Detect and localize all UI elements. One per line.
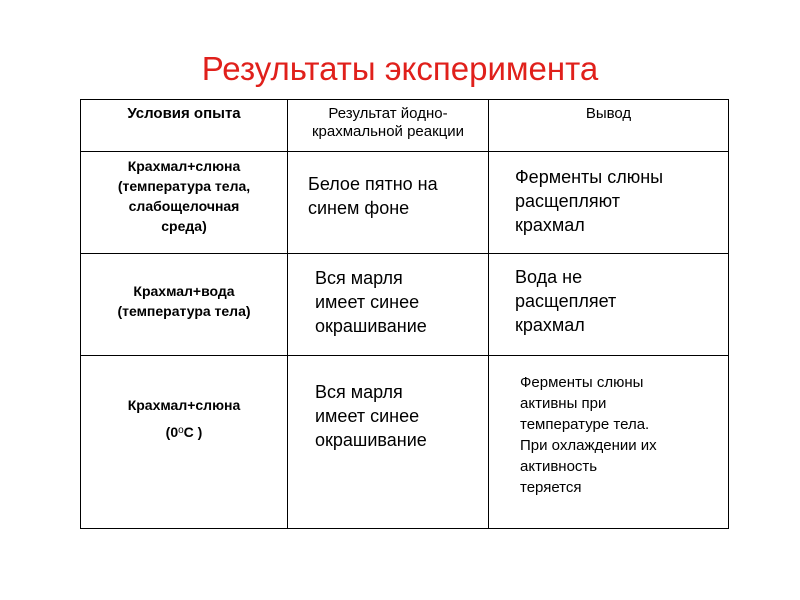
condition-line: среда) [161, 218, 207, 234]
table-row [81, 356, 729, 529]
header-conditions-cell [81, 100, 288, 152]
condition-line: слабощелочная [128, 198, 240, 214]
header-result-line: Результат йодно- [328, 105, 448, 122]
conclusion-cell [489, 152, 729, 254]
table-row [81, 254, 729, 356]
condition-line: Крахмал+слюна [127, 397, 241, 413]
header-result-cell [288, 100, 489, 152]
conclusion-line: активность [520, 458, 598, 475]
header-result-line: крахмальной реакции [311, 123, 465, 140]
conclusion-line: Ферменты слюны [515, 167, 664, 187]
header-result [288, 100, 488, 141]
table-header-row [81, 100, 729, 152]
result-line: имеет синее [315, 406, 420, 426]
condition-cell [81, 254, 288, 356]
result-line: Вся марля [315, 382, 403, 402]
condition-temperature [81, 421, 287, 442]
temp-open: (0 [165, 424, 179, 440]
conclusion-line: Ферменты слюны [520, 374, 644, 391]
header-conclusion-cell [489, 100, 729, 152]
condition-line: (температура тела) [117, 303, 251, 319]
table-row [81, 152, 729, 254]
result-cell [288, 254, 489, 356]
result-cell [288, 356, 489, 529]
results-table [80, 99, 729, 529]
page-title: Результаты эксперимента [201, 50, 599, 87]
condition-cell [81, 152, 288, 254]
conclusion-line: крахмал [515, 315, 585, 335]
conclusion-line: Вода не [515, 267, 583, 287]
result-line: окрашивание [315, 316, 427, 336]
conclusion-line: активны при [520, 395, 607, 412]
result-line: синем фоне [308, 198, 410, 218]
conclusion-line: температуре тела. [520, 416, 650, 433]
result-cell [288, 152, 489, 254]
condition-cell [81, 356, 288, 529]
result-line: Белое пятно на [308, 174, 438, 194]
temp-close: С ) [183, 424, 203, 440]
conclusion-cell [489, 254, 729, 356]
result-line: Вся марля [315, 268, 403, 288]
condition-line: Крахмал+слюна [127, 158, 241, 174]
result-line: имеет синее [315, 292, 420, 312]
header-conditions: Условия опыта [127, 105, 241, 122]
conclusion-cell [489, 356, 729, 529]
conclusion-line: При охлаждении их [520, 437, 657, 454]
conclusion-line: теряется [520, 479, 582, 496]
conclusion-line: расщепляют [515, 191, 620, 211]
degree-symbol: о [178, 425, 184, 436]
conclusion-line: крахмал [515, 215, 585, 235]
condition-line: (температура тела, [117, 178, 251, 194]
condition-line: Крахмал+вода [133, 283, 235, 299]
result-line: окрашивание [315, 430, 427, 450]
conclusion-line: расщепляет [515, 291, 617, 311]
header-conclusion: Вывод [585, 105, 632, 122]
